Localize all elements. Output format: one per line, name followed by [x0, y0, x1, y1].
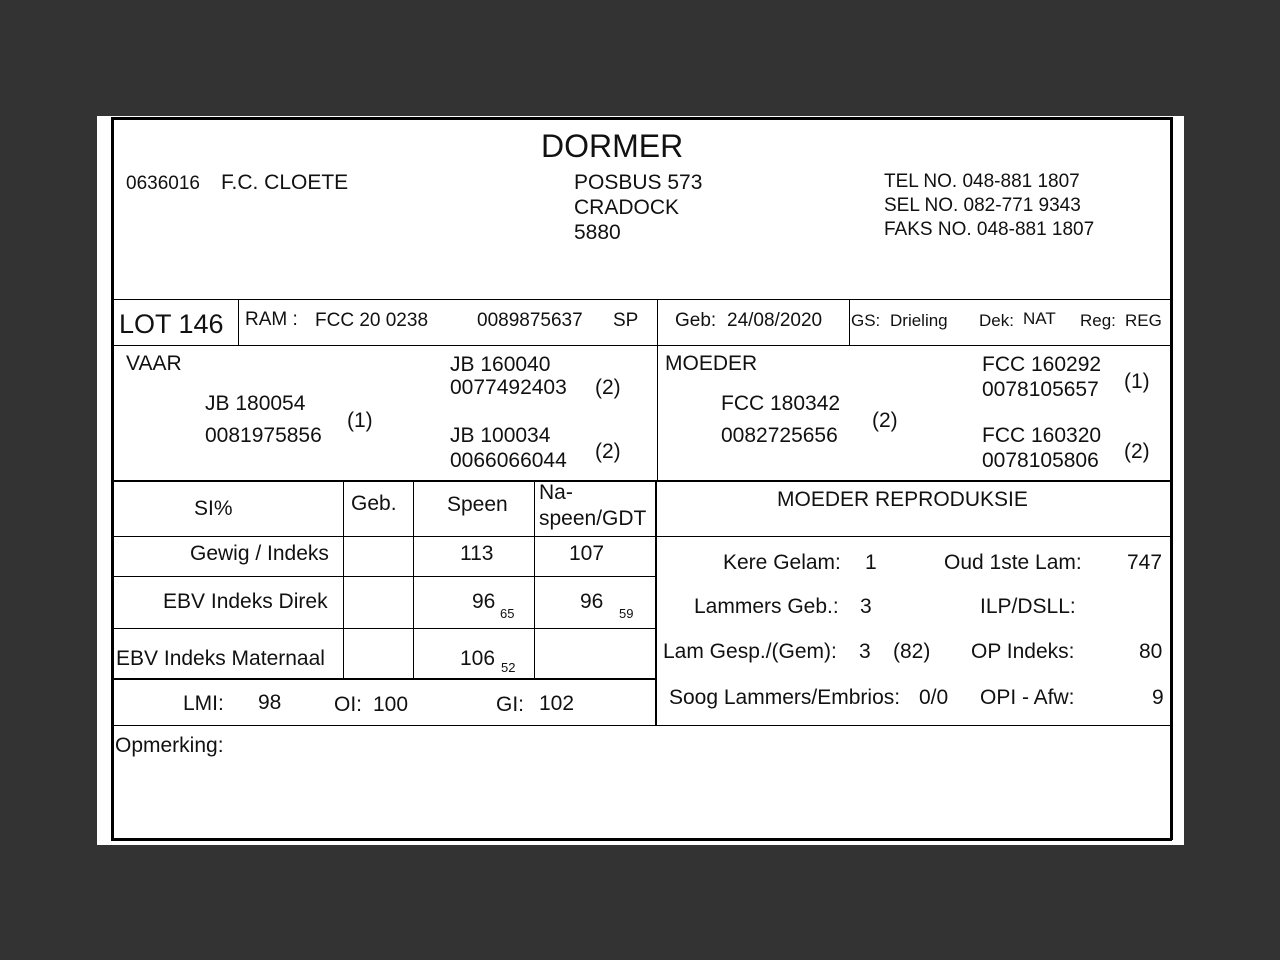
row-gewig-speen: 113 — [460, 542, 494, 565]
frame-top — [111, 117, 1172, 120]
kere-gelam-value: 1 — [865, 551, 877, 574]
dam-number: 0082725656 — [721, 424, 838, 447]
lot-number: LOT 146 — [119, 309, 224, 339]
si-row-2-line — [111, 628, 657, 629]
lammers-geb-value: 3 — [860, 595, 872, 618]
lam-gesp-label: Lam Gesp./(Gem): — [663, 640, 837, 663]
paternal-grandsire-number: 0077492403 — [450, 376, 567, 399]
lot-divider-3 — [849, 299, 850, 345]
si-header-si: SI% — [194, 497, 233, 520]
sale-card — [97, 116, 1184, 845]
lmi-value: 98 — [258, 691, 282, 714]
oud-eerste-lam-value: 747 — [1127, 551, 1163, 574]
row-direk-naspeen-accuracy: 59 — [619, 606, 634, 621]
owner-code: 0636016 — [126, 173, 200, 194]
birth-date: 24/08/2020 — [727, 310, 823, 331]
gi-label: GI: — [496, 693, 525, 716]
lot-row-bottom-line — [111, 345, 1172, 346]
paternal-granddam-id: JB 100034 — [450, 424, 551, 447]
reg-label: Reg: — [1080, 311, 1116, 330]
opi-afw-label: OPI - Afw: — [980, 686, 1075, 709]
maternal-grandsire-id: FCC 160292 — [982, 353, 1102, 376]
sire-number: 0081975856 — [205, 424, 322, 447]
notice-cutoff — [165, 841, 1125, 845]
frame-left — [111, 117, 114, 840]
si-header-speen: Speen — [447, 493, 508, 516]
si-header-geb: Geb. — [351, 492, 397, 515]
row-direk-label: EBV Indeks Direk — [163, 590, 328, 613]
soog-lammers-label: Soog Lammers/Embrios: — [669, 686, 901, 709]
dek-label: Dek: — [979, 311, 1014, 330]
lam-gesp-gem: (82) — [893, 640, 931, 663]
opi-afw-value: 9 — [1152, 686, 1164, 709]
indices-bottom-line — [111, 725, 1172, 726]
lam-gesp-value: 3 — [859, 640, 871, 663]
gs-label: GS: — [851, 311, 881, 330]
paternal-grandsire-mark: (2) — [595, 376, 621, 399]
address-line-3: 5880 — [574, 221, 621, 244]
op-indeks-label: OP Indeks: — [971, 640, 1075, 663]
si-table-top-line — [111, 480, 1172, 482]
moeder-label: MOEDER — [665, 352, 758, 375]
row-maternaal-speen-accuracy: 52 — [501, 660, 516, 675]
kere-gelam-label: Kere Gelam: — [723, 551, 841, 574]
lammers-geb-label: Lammers Geb.: — [694, 595, 839, 618]
row-maternaal-label: EBV Indeks Maternaal — [116, 647, 325, 670]
frame-right — [1170, 117, 1173, 840]
si-header-naspeen-2: speen/GDT — [539, 507, 647, 530]
reproduksie-title: MOEDER REPRODUKSIE — [777, 488, 1028, 511]
paternal-granddam-number: 0066066044 — [450, 449, 567, 472]
soog-lammers-value: 0/0 — [919, 686, 949, 709]
owner-name: F.C. CLOETE — [221, 171, 349, 194]
address-line-1: POSBUS 573 — [574, 171, 703, 194]
dam-mark: (2) — [872, 409, 898, 432]
row-direk-speen-accuracy: 65 — [500, 606, 515, 621]
address-line-2: CRADOCK — [574, 196, 680, 219]
dek-value: NAT — [1023, 309, 1056, 328]
maternal-granddam-number: 0078105806 — [982, 449, 1099, 472]
faks-number: FAKS NO. 048-881 1807 — [884, 219, 1095, 240]
si-col-divider-3 — [534, 481, 535, 678]
oud-eerste-lam-label: Oud 1ste Lam: — [944, 551, 1082, 574]
paternal-granddam-mark: (2) — [595, 440, 621, 463]
dam-id: FCC 180342 — [721, 392, 841, 415]
ram-id: FCC 20 0238 — [315, 310, 429, 331]
si-table-bottom-line — [111, 678, 657, 680]
oi-label: OI: — [334, 693, 363, 716]
opmerking-label: Opmerking: — [115, 734, 224, 757]
tel-number: TEL NO. 048-881 1807 — [884, 171, 1080, 192]
row-maternaal-speen: 106 — [460, 647, 496, 670]
ram-grade: SP — [613, 310, 639, 331]
row-gewig-label: Gewig / Indeks — [190, 542, 329, 565]
maternal-grandsire-number: 0078105657 — [982, 378, 1099, 401]
ram-number: 0089875637 — [477, 310, 583, 331]
si-header-naspeen-1: Na- — [539, 481, 573, 504]
sire-mark: (1) — [347, 409, 373, 432]
si-header-bottom-line — [111, 536, 1172, 537]
paternal-grandsire-id: JB 160040 — [450, 353, 551, 376]
si-col-divider-1 — [343, 481, 344, 678]
op-indeks-value: 80 — [1139, 640, 1163, 663]
gs-value: Drieling — [890, 311, 948, 330]
maternal-grandsire-mark: (1) — [1124, 370, 1150, 393]
lot-divider-2 — [657, 299, 658, 345]
si-col-divider-2 — [413, 481, 414, 678]
maternal-granddam-id: FCC 160320 — [982, 424, 1102, 447]
lot-divider-1 — [238, 299, 239, 345]
si-table-right-edge — [655, 481, 657, 725]
pedigree-divider — [657, 345, 658, 481]
lmi-label: LMI: — [183, 692, 224, 715]
birth-date-label: Geb: — [675, 310, 717, 331]
ilp-dsll-label: ILP/DSLL: — [980, 595, 1076, 618]
oi-value: 100 — [373, 693, 409, 716]
row-direk-naspeen: 96 — [580, 590, 604, 613]
sel-number: SEL NO. 082-771 9343 — [884, 195, 1081, 216]
sire-id: JB 180054 — [205, 392, 306, 415]
maternal-granddam-mark: (2) — [1124, 440, 1150, 463]
row-direk-speen: 96 — [472, 590, 496, 613]
gi-value: 102 — [539, 692, 575, 715]
lot-row-top-line — [111, 299, 1172, 300]
row-gewig-naspeen: 107 — [569, 542, 605, 565]
ram-label: RAM : — [245, 309, 298, 330]
si-row-1-line — [111, 576, 657, 577]
vaar-label: VAAR — [126, 352, 182, 375]
reg-value: REG — [1125, 311, 1162, 330]
breed-title: DORMER — [541, 128, 684, 164]
